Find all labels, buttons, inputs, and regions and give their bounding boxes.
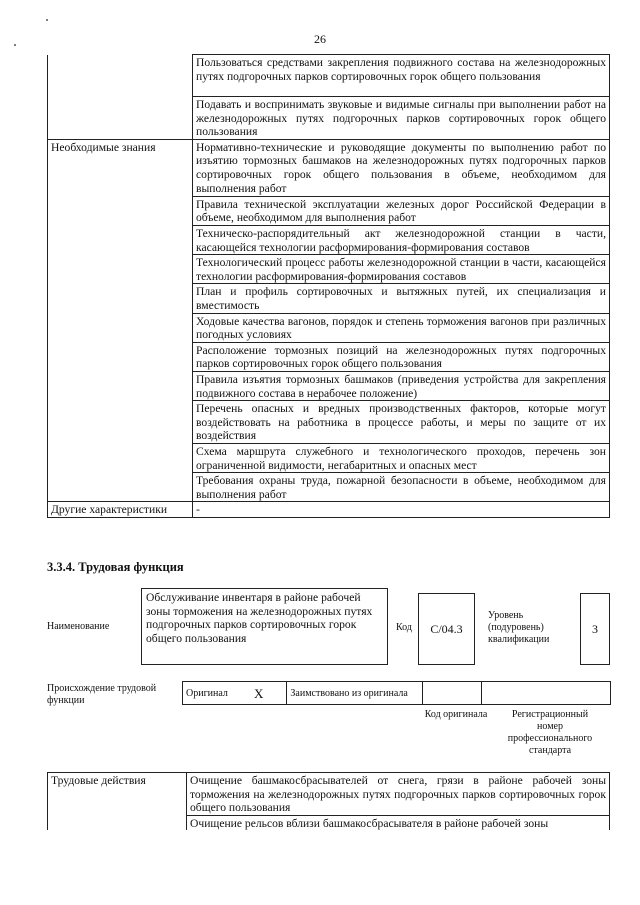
scan-speck [14,44,16,46]
code-caption: Код оригинала [424,709,488,720]
scan-speck [46,19,48,21]
table-row [48,502,610,518]
table-row [48,55,610,97]
labor-actions-table [47,772,610,830]
requirements-table [47,54,610,518]
row-text: Схема маршрута служебного и технологического проходов, перечень зон ограниченной видимости, негабаритных и опасных мест [193,444,610,473]
origin-label: Происхождение трудовой функции [47,683,157,706]
row-label: Необходимые знания [48,139,193,502]
section-title: 3.3.4. Трудовая функция [47,560,184,574]
table-row [48,773,610,816]
registration-number-cell [482,682,611,705]
row-text: План и профиль сортировочных и вытяжных путей, их специализация и вместимость [193,284,610,313]
row-text: Подавать и воспринимать звуковые и видимые сигналы при выполнении работ на железнодорожных путях подгорочных парков сортировочных горок общего пользования [193,97,610,140]
page-number: 26 [314,32,326,46]
original-mark: X [231,682,287,705]
row-text: Требования охраны труда, пожарной безопасности в объеме, необходимом для выполнения работ [193,473,610,502]
code-label: Код [396,622,412,633]
original-label: Оригинал [183,682,231,705]
row-text: Очищение башмакосбрасывателей от снега, грязи в районе рабочей зоны торможения на железнодорожных путях подгорочных парков сортировочных горок общего пользования [187,773,610,816]
row-label: Трудовые действия [48,773,187,831]
level-value-box: 3 [580,593,610,665]
row-text: Ходовые качества вагонов, порядок и степень торможения вагонов при различных погодных условиях [193,313,610,342]
borrowed-label: Заимствовано из оригинала [287,682,423,705]
code-value-box: С/04.3 [418,593,475,665]
table-row [48,139,610,196]
function-name-box: Обслуживание инвентаря в районе рабочей зоны торможения на железнодорожных путях подгорочных парков сортировочных горок общего пользования [141,588,388,665]
origin-table [182,681,611,705]
level-label: Уровень (подуровень) квалификации [488,610,550,645]
row-text: - [193,502,610,518]
name-label: Наименование [47,621,110,632]
row-text: Техническо-распорядительный акт железнодорожной станции в части, касающейся технологии расформирования-формирования составов [193,225,610,254]
row-text: Очищение рельсов вблизи башмакосбрасывателя в районе рабочей зоны [187,815,610,830]
row-text: Технологический процесс работы железнодорожной станции в части, касающейся технологии расформирования-формирования составов [193,255,610,284]
row-text: Перечень опасных и вредных производственных факторов, которые могут воздействовать на работника в процессе работы, и меры по защите от их воздействия [193,401,610,444]
row-text: Пользоваться средствами закрепления подвижного состава на железнодорожных путях подгорочных парков сортировочных горок общего пользования [193,55,610,97]
row-text: Нормативно-технические и руководящие документы по выполнению работ по изъятию тормозных башмаков на железнодорожных путях подгорочных парков сортировочных горок общего пользования в объеме, необходимом для выполнения работ [193,139,610,196]
row-text: Расположение тормозных позиций на железнодорожных путях подгорочных парков сортировочных горок общего пользования [193,342,610,371]
origin-code-cell [423,682,482,705]
row-text: Правила изъятия тормозных башмаков (приведения устройства для закрепления подвижного состава в нерабочее положение) [193,371,610,400]
reg-caption: Регистрационный номер профессионального стандарта [507,709,593,756]
table-row [183,682,611,705]
row-label: Другие характеристики [48,502,193,518]
row-label [48,55,193,140]
row-text: Правила технической эксплуатации железных дорог Российской Федерации в объеме, необходимом для выполнения работ [193,196,610,225]
